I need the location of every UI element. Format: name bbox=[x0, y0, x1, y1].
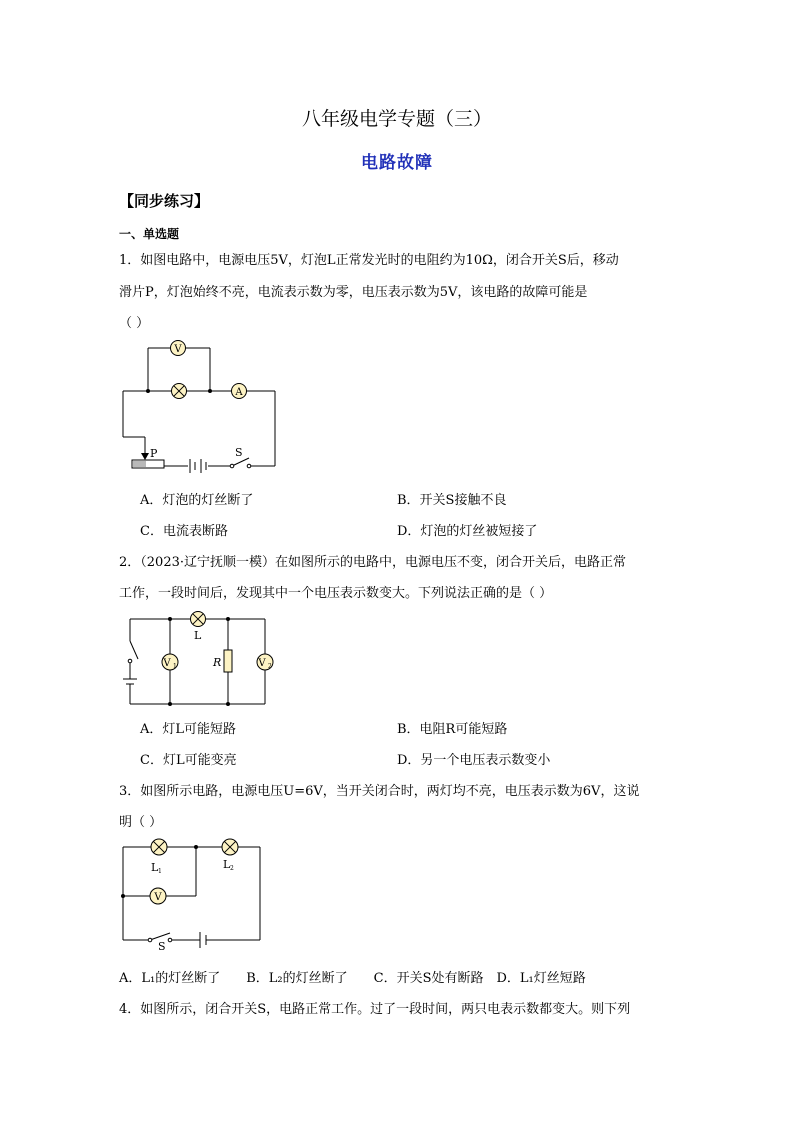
q1-option-b[interactable]: B．开关S接触不良 bbox=[397, 493, 507, 508]
q2-option-d[interactable]: D．另一个电压表示数变小 bbox=[397, 753, 551, 768]
q1-voltmeter-label: V bbox=[174, 344, 182, 355]
q1-option-a[interactable]: A．灯泡的灯丝断了 bbox=[140, 493, 254, 508]
section-heading: 【同步练习】 bbox=[119, 192, 210, 210]
q2-option-c[interactable]: C．灯L可能变亮 bbox=[140, 753, 237, 768]
q2-resistor-label: R bbox=[213, 656, 222, 669]
q2-text-line1: 2．（2023·辽宁抚顺一模）在如图所示的电路中，电源电压不变，闭合开关后，电路正常 bbox=[119, 555, 626, 570]
q1-text-line2: 滑片P，灯泡始终不亮，电流表示数为零，电压表示数为5V，该电路的故障可能是 bbox=[119, 285, 588, 300]
q3-switch-label: S bbox=[158, 940, 166, 953]
q2-option-a[interactable]: A．灯L可能短路 bbox=[140, 722, 237, 737]
q1-text-line1: 1．如图电路中，电源电压5V，灯泡L正常发光时的电阻约为10Ω，闭合开关S后，移动 bbox=[119, 253, 619, 268]
q2-v2-sub: 2 bbox=[268, 663, 272, 670]
q1-circuit-diagram bbox=[118, 340, 283, 475]
q1-option-d[interactable]: D．灯泡的灯丝被短接了 bbox=[397, 524, 538, 539]
q3-text-line1: 3．如图所示电路，电源电压U=6V，当开关闭合时，两灯均不亮，电压表示数为6V，这说 bbox=[119, 784, 640, 799]
q3-lamp1-icon bbox=[151, 839, 167, 855]
q2-lamp-label: L bbox=[194, 629, 202, 642]
q2-text-line2: 工作，一段时间后，发现其中一个电压表示数变大。下列说法正确的是（ ） bbox=[119, 586, 553, 601]
q3-lamp2-icon bbox=[222, 839, 238, 855]
q1-answer-paren: （ ） bbox=[119, 316, 150, 331]
q2-v1-label: V bbox=[163, 658, 171, 669]
q1-option-c[interactable]: C．电流表断路 bbox=[140, 524, 228, 539]
q2-v1-sub: 1 bbox=[173, 663, 177, 670]
page-title: 八年级电学专题（三） bbox=[301, 108, 492, 130]
q3-l2-sub: 2 bbox=[230, 865, 234, 872]
q2-circuit-diagram bbox=[118, 607, 283, 707]
q2-v2-label: V bbox=[258, 658, 266, 669]
q2-option-b[interactable]: B．电阻R可能短路 bbox=[397, 722, 508, 737]
q3-text-line2: 明（ ） bbox=[119, 815, 163, 830]
page-subtitle: 电路故障 bbox=[361, 153, 433, 173]
q1-slider-label: P bbox=[150, 447, 158, 460]
q1-lamp-icon bbox=[172, 384, 187, 399]
q4-text-line1: 4．如图所示，闭合开关S，电路正常工作。过了一段时间，两只电表示数都变大。则下列 bbox=[119, 1002, 631, 1017]
q1-switch-label: S bbox=[235, 446, 243, 459]
q3-voltmeter-label: V bbox=[154, 892, 162, 903]
part-heading: 一、单选题 bbox=[119, 227, 180, 241]
q3-l1-sub: 1 bbox=[158, 868, 162, 875]
q3-l2-label: L bbox=[223, 858, 231, 871]
q3-options[interactable]: A．L₁的灯丝断了 B．L₂的灯丝断了 C．开关S处有断路 D．L₁灯丝短路 bbox=[119, 971, 586, 986]
q3-l1-label: L bbox=[151, 861, 159, 874]
q3-circuit-diagram bbox=[118, 835, 268, 953]
q1-ammeter-label: A bbox=[235, 387, 243, 398]
q2-lamp-icon bbox=[191, 612, 206, 627]
